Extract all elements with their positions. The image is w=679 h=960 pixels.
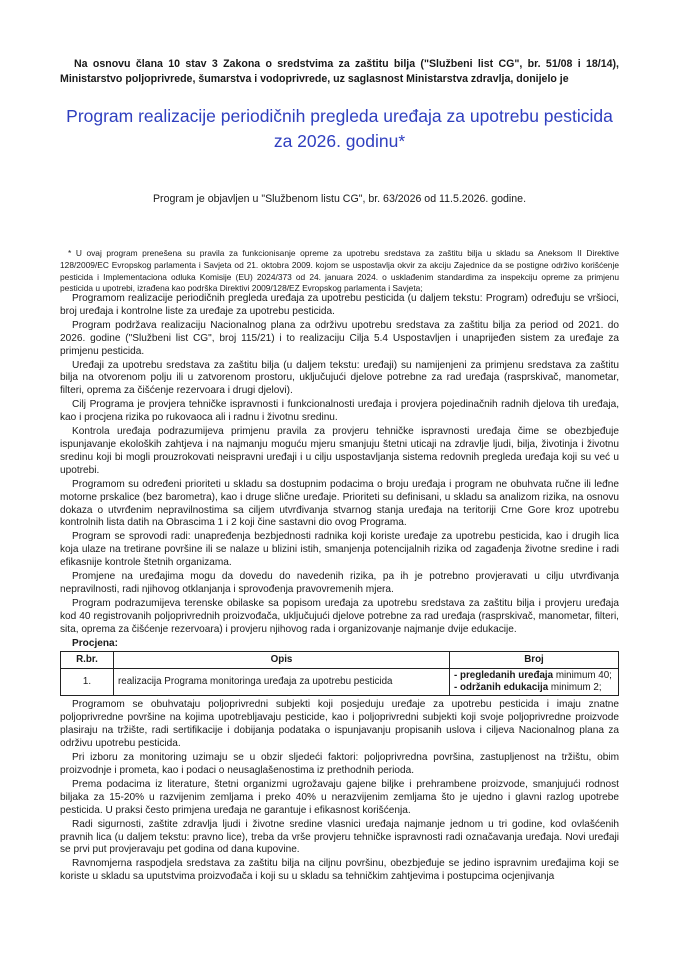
body-paragraph: Ravnomjerna raspodjela sredstava za zaštitu bilja na ciljnu površinu, obezbjeđuje se jedino ispravnim uređajima koji se koriste u skladu sa uputstvima proizvođača i koji su u skladu sa tehničkim zahtjevima i postupcima ocjenjivanja — [60, 858, 619, 883]
column-header-rbr: R.br. — [61, 652, 114, 669]
body-paragraph: Kontrola uređaja podrazumijeva primjenu pravila za provjeru tehničke ispravnosti uređaja čime se obezbjeđuje ispunjavanje ekoloških zahtjeva i na najmanju moguću mjeru smanjuju štetni uticaji na zdravlje ljudi, bilja, životinja i životnu sredinu koji bi mogli prouzrokovati neispravni uređaji i u cilju uspostavljanja sistema redovnih pregleda uređaja koji su već u upotrebi. — [60, 426, 619, 476]
broj-label-edukacije: - održanih edukacija — [454, 682, 549, 694]
cell-rbr: 1. — [61, 669, 114, 696]
body-paragraph: Radi sigurnosti, zaštite zdravlja ljudi i životne sredine vlasnici uređaja najmanje jednom u tri godine, kod ovlašćenih pravnih lica (u daljem tekstu: pravno lice), treba da vrše provjeru tehničke ispravnosti radi označavanja uređaja. Novi uređaji se prvi put provjeravaju pet godina od dana kupovine. — [60, 818, 619, 856]
document-title: Program realizacije periodičnih pregleda uređaja za upotrebu pesticida za 2026. godinu* — [66, 105, 613, 151]
procjena-table — [60, 651, 619, 696]
cell-broj — [450, 669, 619, 696]
paragraph-group-a — [60, 293, 619, 637]
body-paragraph: Promjene na uređajima mogu da dovedu do navedenih rizika, pa ih je potrebno provjeravati u cilju utvrđivanja nepravilnosti, radi njihovog otklanjanja i sprovođenja pravovremenih mjera. — [60, 571, 619, 595]
intro-paragraph: Na osnovu člana 10 stav 3 Zakona o sredstvima za zaštitu bilja ("Službeni list CG", br. 51/08 i 18/14), Ministarstvo poljoprivrede, šumarstva i vodoprivrede, uz saglasnost Ministarstva zdravlja, donijelo je — [60, 57, 619, 85]
column-header-broj: Broj — [450, 652, 619, 669]
footnote: * U ovaj program prenešena su pravila za funkcionisanje opreme za upotrebu sredstava za zaštitu bilja u skladu sa Aneksom II Direktive 128/2009/EC Evropskog parlamenta i Savjeta od 21. oktobra 2009. kojom se uspostavlja okvir za akciju Zajednice da se postigne održivo korišćenje pesticida i Implementaciona odluka Komisije (EU) 2024/373 od 24. januara 2024. o usklađenim standardima za inspekciju opreme za primjenu pesticida u upotrebi, izrađena kao podrška Direktivi 2009/128/EZ Evropskog parlamenta i Savjeta; — [60, 248, 619, 294]
body-paragraph: Programom realizacije periodičnih pregleda uređaja za upotrebu pesticida (u daljem tekstu: Program) određuju se vršioci, broj uređaja i kontrolne liste za uređaje za upotrebu pesticida. — [60, 293, 619, 317]
body-paragraph: Program podrazumijeva terenske obilaske sa popisom uređaja za upotrebu sredstava za zaštitu bilja i provjeru uređaja kod 40 registrovanih poljoprivrednih proizvođača, uključujući djelove potrebne za rad uređaja (rasprskivač, manometar, filteri, sita, oprema za čišćenje rezervoara) i provjeru njihovog rada i organizovanje najmanje dvije edukacije. — [60, 597, 619, 635]
body-paragraph: Pri izboru za monitoring uzimaju se u obzir sljedeći faktori: poljoprivredna površina, zastupljenost na tržištu, obim proizvodnje i prometa, kao i podaci o neusaglašenostima iz prethodnih perioda. — [60, 752, 619, 776]
body-paragraph: Programom se obuhvataju poljoprivredni subjekti koji posjeduju uređaje za upotrebu pesticida i imaju znatne poljoprivredne površine na kojima upotrebljavaju pesticide, kao i poljoprivredni subjekti koji svoje poljoprivredne proizvode plasiraju na tržište, radi sertifikacije i dobijanja podataka o ispunjavanju propisanih uslova i ciljeva Nacionalnog plana za održivu upotrebu pesticida. — [60, 699, 619, 750]
body-paragraph: Program se sprovodi radi: unapređenja bezbjednosti radnika koji koriste uređaje za upotrebu pesticida, kao i drugih lica koja ulaze na tretirane površine ili se nalaze u blizini istih, smanjenja potencijalnih rizika od zagađenja životne sredine i radi efikasnije kontrole štetnih organizama. — [60, 531, 619, 569]
body-paragraph: Cilj Programa je provjera tehničke ispravnosti i funkcionalnosti uređaja i provjera pojedinačnih radnih djelova tih uređaja, kao i procjena rizika po rukovaoca ali i radnu i životnu sredinu. — [60, 399, 619, 424]
cell-opis: realizacija Programa monitoringa uređaja za upotrebu pesticida — [114, 669, 450, 696]
body-paragraph: Programom su određeni prioriteti u skladu sa dostupnim podacima o broju uređaja i program ne obuhvata ručne ili leđne motorne prskalice (bez barometra), kao i druge slične uređaje. Prioriteti su definisani, u skladu sa analizom rizika, na osnovu dokaza o utvrđenim nepravilnostima sa ciljem utvrđivanja stvarnog stanja uređaja na teritoriji Crne Gore kroz upotrebu kontrolnih lista datih na Obrascima 1 i 2 koji čine sastavni dio ovog Programa. — [60, 478, 619, 529]
column-header-opis: Opis — [114, 652, 450, 669]
body-paragraph: Uređaji za upotrebu sredstava za zaštitu bilja (u daljem tekstu: uređaji) su namijenjeni za primjenu sredstava za zaštitu bilja na otvorenom polju ili u zatvorenom prostoru, uključujući djelove potrebne za rad uređaja (rasprskivač, manometar, filteri, oprema za čišćenje rezervoara i drugi djelovi). — [60, 359, 619, 397]
broj-value-edukacije: minimum 2; — [548, 682, 602, 694]
body-paragraph: Prema podacima iz literature, štetni organizmi ugrožavaju gajene biljke i prehrambene proizvode, smanjujući rodnost biljaka za 15-20% u razvijenim zemljama i preko 40% u nerazvijenim zemljama što je ujedno i glavni razlog upotrebe pesticida. U praksi često primjena uređaja ne garantuje i efikasnost korišćenja. — [60, 778, 619, 816]
broj-value-uredjaji: minimum 40; — [553, 670, 612, 682]
publication-note: Program je objavljen u "Službenom listu CG", br. 63/2026 od 11.5.2026. godine. — [152, 192, 527, 205]
table-header-row — [61, 652, 619, 669]
procjena-label: Procjena: — [72, 637, 118, 649]
table-row — [61, 669, 619, 696]
body-paragraph: Program podržava realizaciju Nacionalnog plana za održivu upotrebu sredstava za zaštitu bilja za period od 2021. do 2026. godine ("Službeni list CG", broj 115/21) i to realizaciju Cilja 5.4 Uspostavljen i unaprijeđen sistem za uređaje za primjenu pesticida. — [60, 319, 619, 357]
broj-line-edukacije — [454, 682, 614, 694]
document-body — [60, 293, 619, 885]
paragraph-group-b — [60, 699, 619, 884]
broj-line-uredjaji — [454, 670, 614, 682]
broj-label-uredjaji: - pregledanih uređaja — [454, 670, 554, 682]
